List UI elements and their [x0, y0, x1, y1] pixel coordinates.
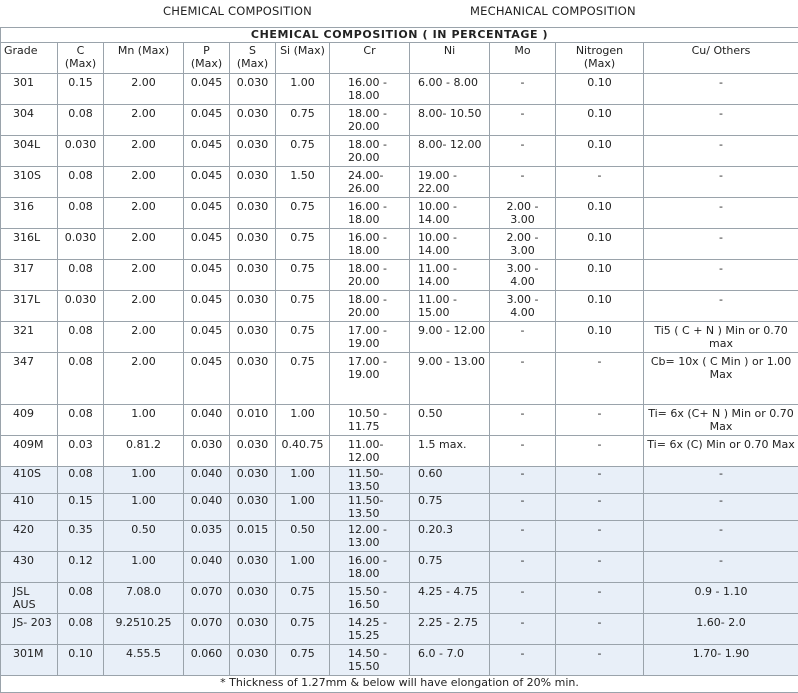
- table-cell: 0.045: [184, 229, 230, 260]
- table-cell: 0.030: [230, 167, 276, 198]
- column-header: Mn (Max): [104, 43, 184, 74]
- table-cell: 1.00: [104, 467, 184, 494]
- grade-cell: JS- 203: [1, 614, 58, 645]
- table-cell: 2.00: [104, 229, 184, 260]
- table-cell: 9.00 - 12.00: [410, 322, 490, 353]
- table-cell: 2.25 - 2.75: [410, 614, 490, 645]
- grade-cell: 301: [1, 74, 58, 105]
- table-cell: 0.9 - 1.10: [644, 583, 798, 614]
- table-cell: 0.070: [184, 614, 230, 645]
- table-cell: 2.00 - 3.00: [490, 229, 556, 260]
- table-cell: 0.10: [556, 291, 644, 322]
- table-row: [1, 105, 798, 136]
- grade-cell: 317: [1, 260, 58, 291]
- table-cell: 0.75: [276, 260, 330, 291]
- table-cell: 1.00: [104, 405, 184, 436]
- table-row: [1, 260, 798, 291]
- table-cell: 1.00: [104, 552, 184, 583]
- column-header: Cr: [330, 43, 410, 74]
- table-cell: 1.60- 2.0: [644, 614, 798, 645]
- table-cell: -: [490, 136, 556, 167]
- table-cell: 16.00 - 18.00: [330, 198, 410, 229]
- table-cell: 0.08: [58, 167, 104, 198]
- table-row: [1, 645, 798, 676]
- grade-cell: 409M: [1, 436, 58, 467]
- table-cell: -: [644, 291, 798, 322]
- table-cell: 0.10: [556, 136, 644, 167]
- table-cell: 3.00 - 4.00: [490, 291, 556, 322]
- table-cell: -: [644, 198, 798, 229]
- table-cell: 9.00 - 13.00: [410, 353, 490, 405]
- table-cell: 14.50 - 15.50: [330, 645, 410, 676]
- grade-cell: 304L: [1, 136, 58, 167]
- table-cell: 0.75: [276, 229, 330, 260]
- table-cell: 0.030: [58, 291, 104, 322]
- table-cell: 16.00 - 18.00: [330, 229, 410, 260]
- table-cell: 6.0 - 7.0: [410, 645, 490, 676]
- table-cell: 0.030: [230, 198, 276, 229]
- table-cell: 0.35: [58, 521, 104, 552]
- table-row: [1, 583, 798, 614]
- table-cell: 0.08: [58, 260, 104, 291]
- table-cell: 0.030: [230, 494, 276, 521]
- table-cell: 0.030: [184, 436, 230, 467]
- table-cell: 2.00: [104, 198, 184, 229]
- table-cell: 0.10: [556, 198, 644, 229]
- table-cell: -: [644, 74, 798, 105]
- table-cell: -: [490, 583, 556, 614]
- table-cell: 11.50- 13.50: [330, 467, 410, 494]
- grade-cell: 410S: [1, 467, 58, 494]
- table-cell: 1.00: [276, 74, 330, 105]
- table-cell: 0.030: [230, 260, 276, 291]
- table-cell: 0.030: [230, 229, 276, 260]
- table-cell: -: [644, 229, 798, 260]
- table-cell: 6.00 - 8.00: [410, 74, 490, 105]
- table-cell: -: [556, 494, 644, 521]
- table-row: [1, 229, 798, 260]
- footnote-row: [1, 676, 798, 693]
- table-cell: 0.030: [230, 552, 276, 583]
- table-cell: 18.00 - 20.00: [330, 136, 410, 167]
- table-cell: 19.00 - 22.00: [410, 167, 490, 198]
- table-cell: -: [490, 405, 556, 436]
- column-header: Mo: [490, 43, 556, 74]
- table-cell: 0.010: [230, 405, 276, 436]
- table-cell: 0.030: [230, 583, 276, 614]
- table-cell: 1.70- 1.90: [644, 645, 798, 676]
- table-row: [1, 136, 798, 167]
- table-cell: 16.00 - 18.00: [330, 552, 410, 583]
- table-cell: 0.030: [230, 353, 276, 405]
- table-cell: 0.75: [410, 494, 490, 521]
- table-cell: -: [490, 645, 556, 676]
- table-cell: 1.00: [104, 494, 184, 521]
- tab-bar: [0, 0, 798, 27]
- table-cell: 0.035: [184, 521, 230, 552]
- grade-cell: 420: [1, 521, 58, 552]
- composition-table-wrapper: [0, 27, 798, 693]
- table-cell: 2.00 - 3.00: [490, 198, 556, 229]
- table-cell: 2.00: [104, 291, 184, 322]
- table-cell: 2.00: [104, 167, 184, 198]
- table-cell: -: [556, 167, 644, 198]
- table-cell: -: [644, 467, 798, 494]
- table-cell: 0.10: [556, 74, 644, 105]
- table-caption-row: [1, 28, 798, 43]
- table-cell: Ti5 ( C + N ) Min or 0.70 max: [644, 322, 798, 353]
- table-cell: 0.030: [230, 105, 276, 136]
- table-cell: 2.00: [104, 136, 184, 167]
- table-cell: 14.25 - 15.25: [330, 614, 410, 645]
- table-cell: 4.55.5: [104, 645, 184, 676]
- table-cell: 0.060: [184, 645, 230, 676]
- table-cell: 0.12: [58, 552, 104, 583]
- table-cell: 11.00 - 14.00: [410, 260, 490, 291]
- table-cell: 2.00: [104, 353, 184, 405]
- column-header: S (Max): [230, 43, 276, 74]
- table-cell: 0.015: [230, 521, 276, 552]
- table-row: [1, 198, 798, 229]
- table-cell: -: [556, 552, 644, 583]
- grade-cell: 347: [1, 353, 58, 405]
- table-cell: 0.75: [276, 198, 330, 229]
- footnote: * Thickness of 1.27mm & below will have elongation of 20% min.: [1, 676, 798, 693]
- grade-cell: 321: [1, 322, 58, 353]
- table-cell: 0.03: [58, 436, 104, 467]
- table-row: [1, 494, 798, 521]
- table-cell: 2.00: [104, 74, 184, 105]
- table-cell: 1.00: [276, 552, 330, 583]
- table-cell: 3.00 - 4.00: [490, 260, 556, 291]
- table-cell: -: [490, 552, 556, 583]
- table-cell: 1.5 max.: [410, 436, 490, 467]
- table-cell: 8.00- 12.00: [410, 136, 490, 167]
- table-cell: Ti= 6x (C) Min or 0.70 Max: [644, 436, 798, 467]
- table-cell: 0.030: [230, 467, 276, 494]
- table-cell: 15.50 - 16.50: [330, 583, 410, 614]
- table-cell: 0.08: [58, 322, 104, 353]
- column-header: Cu/ Others: [644, 43, 798, 74]
- table-cell: 0.040: [184, 494, 230, 521]
- table-cell: 0.81.2: [104, 436, 184, 467]
- table-cell: 0.045: [184, 291, 230, 322]
- table-cell: 0.75: [276, 105, 330, 136]
- table-cell: 1.00: [276, 405, 330, 436]
- table-cell: 10.00 - 14.00: [410, 198, 490, 229]
- table-cell: 0.60: [410, 467, 490, 494]
- table-row: [1, 74, 798, 105]
- table-row: [1, 322, 798, 353]
- table-cell: 0.10: [556, 322, 644, 353]
- table-cell: 18.00 - 20.00: [330, 105, 410, 136]
- table-cell: Ti= 6x (C+ N ) Min or 0.70 Max: [644, 405, 798, 436]
- table-cell: -: [490, 353, 556, 405]
- grade-cell: JSL AUS: [1, 583, 58, 614]
- table-cell: -: [490, 614, 556, 645]
- table-cell: 0.40.75: [276, 436, 330, 467]
- table-cell: 11.00 - 15.00: [410, 291, 490, 322]
- table-cell: -: [556, 583, 644, 614]
- table-cell: Cb= 10x ( C Min ) or 1.00 Max: [644, 353, 798, 405]
- column-header: Si (Max): [276, 43, 330, 74]
- table-row: [1, 405, 798, 436]
- table-cell: 17.00 - 19.00: [330, 322, 410, 353]
- table-cell: -: [556, 467, 644, 494]
- table-cell: -: [644, 136, 798, 167]
- table-cell: 1.00: [276, 494, 330, 521]
- grade-cell: 316: [1, 198, 58, 229]
- grade-cell: 317L: [1, 291, 58, 322]
- table-cell: -: [556, 645, 644, 676]
- table-cell: 0.045: [184, 260, 230, 291]
- table-cell: 11.00- 12.00: [330, 436, 410, 467]
- table-cell: -: [644, 260, 798, 291]
- grade-cell: 316L: [1, 229, 58, 260]
- table-cell: 0.030: [230, 436, 276, 467]
- table-cell: 0.50: [410, 405, 490, 436]
- table-cell: 0.50: [276, 521, 330, 552]
- grade-cell: 430: [1, 552, 58, 583]
- table-cell: -: [644, 552, 798, 583]
- table-cell: 4.25 - 4.75: [410, 583, 490, 614]
- table-row: [1, 552, 798, 583]
- table-cell: 12.00 - 13.00: [330, 521, 410, 552]
- table-cell: 0.030: [58, 229, 104, 260]
- table-row: [1, 521, 798, 552]
- table-cell: -: [490, 521, 556, 552]
- table-cell: 0.040: [184, 467, 230, 494]
- table-cell: 24.00- 26.00: [330, 167, 410, 198]
- composition-table: [0, 27, 798, 693]
- table-cell: 0.75: [276, 322, 330, 353]
- table-cell: 0.10: [556, 229, 644, 260]
- table-cell: 0.030: [230, 645, 276, 676]
- table-cell: 0.045: [184, 136, 230, 167]
- table-cell: -: [556, 436, 644, 467]
- table-cell: 10.50 - 11.75: [330, 405, 410, 436]
- table-cell: 0.040: [184, 552, 230, 583]
- table-cell: 0.10: [556, 260, 644, 291]
- table-cell: 0.10: [556, 105, 644, 136]
- table-row: [1, 467, 798, 494]
- grade-cell: 310S: [1, 167, 58, 198]
- table-cell: 0.030: [230, 136, 276, 167]
- table-cell: -: [490, 436, 556, 467]
- table-cell: 0.75: [276, 614, 330, 645]
- table-cell: 0.045: [184, 353, 230, 405]
- table-cell: 0.045: [184, 167, 230, 198]
- table-cell: -: [556, 614, 644, 645]
- table-cell: 11.50- 13.50: [330, 494, 410, 521]
- table-cell: 0.030: [58, 136, 104, 167]
- table-cell: 0.75: [276, 291, 330, 322]
- table-cell: 0.045: [184, 198, 230, 229]
- table-cell: 2.00: [104, 260, 184, 291]
- table-cell: -: [490, 322, 556, 353]
- table-caption: CHEMICAL COMPOSITION ( IN PERCENTAGE ): [1, 28, 798, 43]
- table-row: [1, 291, 798, 322]
- table-cell: 0.045: [184, 74, 230, 105]
- table-cell: -: [490, 467, 556, 494]
- table-cell: 0.08: [58, 353, 104, 405]
- table-cell: 0.15: [58, 74, 104, 105]
- table-cell: 0.20.3: [410, 521, 490, 552]
- column-header: P (Max): [184, 43, 230, 74]
- tab-chemical-composition[interactable]: CHEMICAL COMPOSITION: [163, 4, 312, 18]
- table-cell: 7.08.0: [104, 583, 184, 614]
- grade-cell: 409: [1, 405, 58, 436]
- table-cell: 0.030: [230, 614, 276, 645]
- table-cell: -: [644, 521, 798, 552]
- column-header: C (Max): [58, 43, 104, 74]
- column-header: Ni: [410, 43, 490, 74]
- table-cell: 0.08: [58, 105, 104, 136]
- table-cell: 0.75: [276, 583, 330, 614]
- table-cell: 0.75: [276, 353, 330, 405]
- table-row: [1, 167, 798, 198]
- table-cell: 2.00: [104, 322, 184, 353]
- table-cell: 0.045: [184, 105, 230, 136]
- grade-cell: 301M: [1, 645, 58, 676]
- table-cell: 0.10: [58, 645, 104, 676]
- table-cell: 1.00: [276, 467, 330, 494]
- table-cell: 1.50: [276, 167, 330, 198]
- table-cell: -: [644, 494, 798, 521]
- grade-cell: 304: [1, 105, 58, 136]
- table-cell: 0.75: [410, 552, 490, 583]
- table-cell: -: [556, 405, 644, 436]
- table-cell: 17.00 - 19.00: [330, 353, 410, 405]
- table-cell: -: [644, 105, 798, 136]
- table-cell: 18.00 - 20.00: [330, 291, 410, 322]
- table-cell: 2.00: [104, 105, 184, 136]
- grade-cell: 410: [1, 494, 58, 521]
- table-cell: 8.00- 10.50: [410, 105, 490, 136]
- table-row: [1, 353, 798, 405]
- table-cell: 0.08: [58, 405, 104, 436]
- table-cell: 0.030: [230, 74, 276, 105]
- tab-mechanical-composition[interactable]: MECHANICAL COMPOSITION: [470, 4, 636, 18]
- table-cell: -: [556, 353, 644, 405]
- table-cell: 0.15: [58, 494, 104, 521]
- table-cell: 16.00 - 18.00: [330, 74, 410, 105]
- table-cell: 0.08: [58, 614, 104, 645]
- table-row: [1, 436, 798, 467]
- column-header: Nitrogen (Max): [556, 43, 644, 74]
- table-cell: 10.00 - 14.00: [410, 229, 490, 260]
- table-cell: 18.00 - 20.00: [330, 260, 410, 291]
- table-cell: 0.50: [104, 521, 184, 552]
- table-cell: 0.75: [276, 645, 330, 676]
- table-cell: 0.08: [58, 198, 104, 229]
- table-row: [1, 614, 798, 645]
- table-cell: 0.08: [58, 583, 104, 614]
- table-cell: 0.070: [184, 583, 230, 614]
- table-cell: 0.040: [184, 405, 230, 436]
- table-cell: -: [556, 521, 644, 552]
- table-cell: 0.030: [230, 322, 276, 353]
- table-cell: -: [490, 105, 556, 136]
- table-header-row: [1, 43, 798, 74]
- table-cell: 0.08: [58, 467, 104, 494]
- table-cell: 9.2510.25: [104, 614, 184, 645]
- column-header: Grade: [1, 43, 58, 74]
- table-cell: -: [490, 494, 556, 521]
- table-cell: 0.030: [230, 291, 276, 322]
- table-cell: -: [490, 167, 556, 198]
- table-cell: -: [644, 167, 798, 198]
- table-cell: 0.75: [276, 136, 330, 167]
- table-cell: 0.045: [184, 322, 230, 353]
- table-cell: -: [490, 74, 556, 105]
